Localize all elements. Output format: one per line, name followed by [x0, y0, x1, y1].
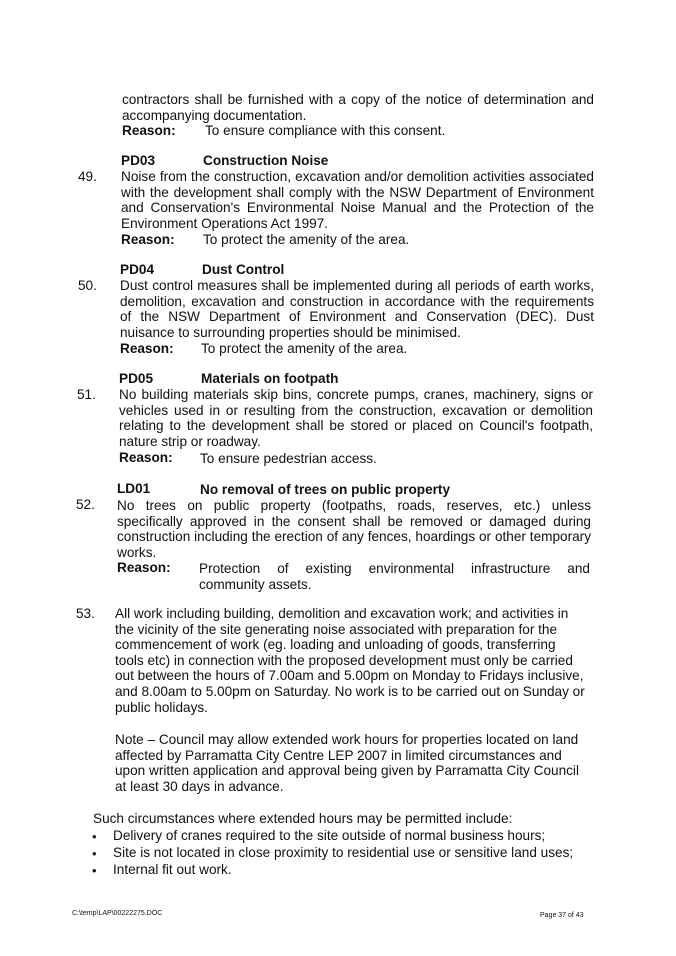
condition-51-code: PD05	[119, 371, 154, 386]
condition-50-code: PD04	[120, 262, 155, 277]
bullet-text: Delivery of cranes required to the site outside of normal business hours;	[113, 828, 546, 843]
condition-51-text: No building materials skip bins, concrete pumps, cranes, machinery, signs or vehicles used in or resulting from the construction, excavation or demolition relating to the development shall be stored or placed on Council's footpath, nature strip or roadway.	[119, 387, 593, 449]
condition-50-reason-label: Reason:	[120, 341, 174, 356]
intro-reason-label: Reason:	[122, 123, 176, 138]
condition-52-text: No trees on public property (footpaths, roads, reserves, etc.) unless specifically approved in the consent shall be removed or damaged during construction including the erection of any fences, hoardings or other temporary works.	[117, 498, 591, 560]
condition-53-note: Note – Council may allow extended work hours for properties located on land affected by Parramatta City Centre LEP 2007 in limited circumstances and upon written application and approval being given by Parramatta City Council at least 30 days in advance.	[115, 732, 579, 794]
condition-52-reason-text: Protection of existing environmental infrastructure and community assets.	[199, 561, 590, 592]
condition-53-text: All work including building, demolition and excavation work; and activities in the vicinity of the site generating noise associated with preparation for the commencement of work (eg. loading and unloading of goods, transferring tools etc) in connection with the proposed development must only be carried out between the hours of 7.00am and 5.00pm on Monday to Fridays inclusive, and 8.00am to 5.00pm on Saturday. No work is to be carried out on Sunday or public holidays.	[115, 606, 585, 715]
condition-50-text: Dust control measures shall be implemented during all periods of earth works, demolition, excavation and construction in accordance with the requirements of the NSW Department of Environment and Conservation (DEC). Dust nuisance to surrounding properties should be minimised.	[120, 278, 594, 340]
bullet-text: Internal fit out work.	[113, 862, 232, 877]
condition-49-code: PD03	[121, 153, 156, 168]
condition-50-title: Dust Control	[202, 262, 285, 277]
condition-52-title: No removal of trees on public property	[200, 482, 451, 497]
footer-file-path: C:\temp\LAP\00222275.DOC	[72, 910, 163, 917]
condition-52-number: 52.	[76, 497, 95, 512]
condition-52-code: LD01	[117, 481, 151, 496]
condition-49-reason-label: Reason:	[121, 232, 175, 247]
condition-49-title: Construction Noise	[203, 153, 329, 168]
condition-50-number: 50.	[78, 278, 97, 293]
intro-text: contractors shall be furnished with a copy of the notice of determination and accompanying documentation.	[122, 92, 594, 123]
condition-51-number: 51.	[77, 387, 96, 402]
condition-49-text: Noise from the construction, excavation and/or demolition activities associated with the development shall comply with the NSW Department of Environment and Conservation's Environmental Noise Manual and the Protection of the Environment Operations Act 1997.	[121, 169, 594, 231]
footer-page-number: Page 37 of 43	[540, 912, 584, 919]
intro-reason-text: To ensure compliance with this consent.	[205, 123, 446, 138]
condition-51-reason-text: To ensure pedestrian access.	[200, 451, 377, 466]
bullet-icon: •	[92, 846, 97, 861]
bullet-icon: •	[92, 863, 97, 878]
condition-49-number: 49.	[78, 169, 97, 184]
condition-53-number: 53.	[76, 606, 95, 621]
condition-51-reason-label: Reason:	[119, 450, 173, 465]
condition-49-reason-text: To protect the amenity of the area.	[203, 232, 410, 247]
condition-50-reason-text: To protect the amenity of the area.	[201, 341, 408, 356]
bullet-icon: •	[92, 829, 97, 844]
circumstances-intro: Such circumstances where extended hours may be permitted include:	[93, 811, 513, 826]
condition-51-title: Materials on footpath	[201, 371, 339, 386]
condition-52-reason-label: Reason:	[117, 560, 171, 575]
bullet-text: Site is not located in close proximity to residential use or sensitive land uses;	[113, 845, 574, 860]
